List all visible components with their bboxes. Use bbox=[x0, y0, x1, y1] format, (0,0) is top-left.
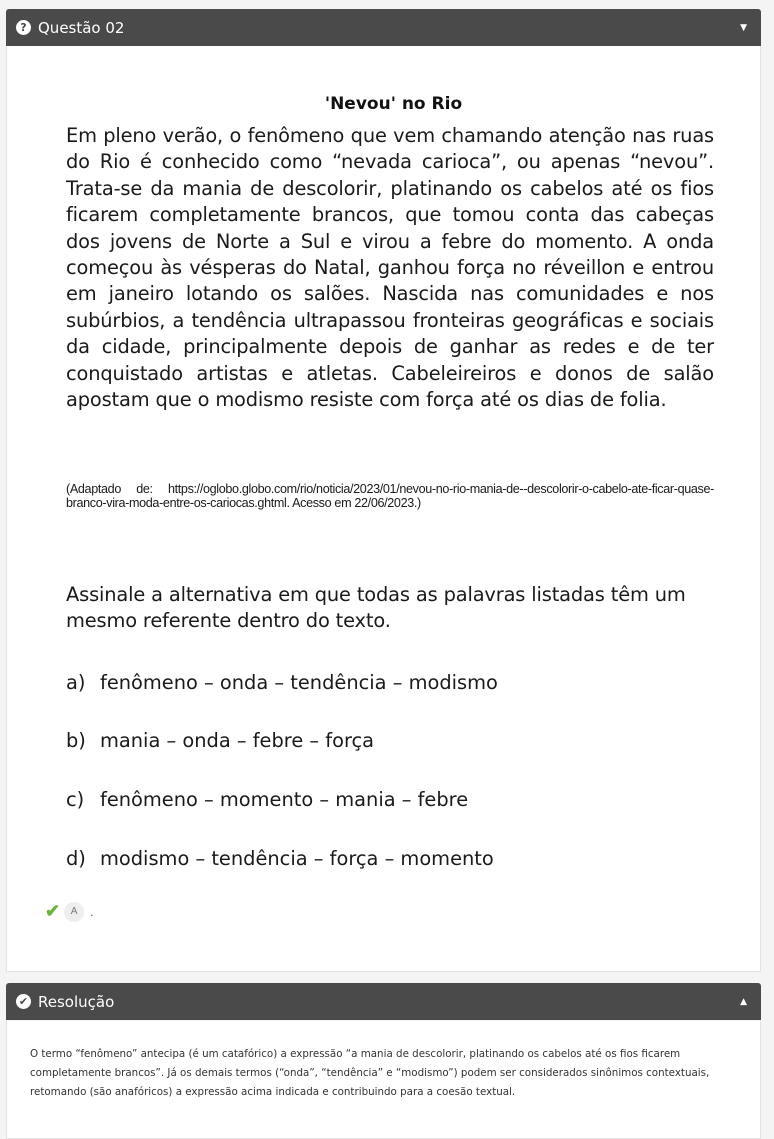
check-circle-icon: ✔ bbox=[16, 994, 31, 1009]
resolution-panel-header[interactable] bbox=[6, 983, 761, 1020]
resolution-panel-title: Resolução bbox=[38, 992, 115, 1011]
option-c bbox=[66, 787, 716, 813]
question-panel-header[interactable] bbox=[6, 9, 761, 46]
check-icon: ✔ bbox=[45, 901, 61, 921]
option-text: fenômeno – momento – mania – febre bbox=[100, 788, 469, 811]
question-panel-body bbox=[6, 46, 761, 972]
caret-up-icon[interactable]: ▲ bbox=[740, 996, 747, 1007]
question-prompt: Assinale a alternativa em que todas as palavras listadas têm um mesmo referente dentro do texto. bbox=[66, 583, 686, 633]
article-title: 'Nevou' no Rio bbox=[324, 94, 463, 114]
answer-row bbox=[45, 901, 93, 922]
option-letter: a) bbox=[66, 671, 86, 694]
option-d bbox=[66, 846, 716, 872]
option-text: modismo – tendência – força – momento bbox=[100, 847, 494, 870]
option-letter: c) bbox=[66, 788, 85, 811]
caret-down-icon[interactable]: ▼ bbox=[740, 22, 747, 33]
option-text: mania – onda – febre – força bbox=[100, 729, 375, 752]
article-source: (Adaptado de: https://oglobo.globo.com/rio/noticia/2023/01/nevou-no-rio-mania-de--descolorir-o-cabelo-ate-ficar-quase-branco-vira-moda-entre-os-cariocas.ghtml. Acesso em 22/06/2023.) bbox=[66, 482, 714, 510]
option-text: fenômeno – onda – tendência – modismo bbox=[100, 671, 498, 694]
option-letter: b) bbox=[66, 729, 86, 752]
question-circle-icon: ? bbox=[16, 20, 31, 35]
answer-suffix: . bbox=[90, 904, 94, 919]
article-body: Em pleno verão, o fenômeno que vem chamando atenção nas ruas do Rio é conhecido como “nevada carioca”, ou apenas “nevou”. Trata-se da mania de descolorir, platinando os cabelos até os fios ficarem completamente brancos, que tomou conta das cabeças dos jovens de Norte a Sul e virou a febre do momento. A onda começou às vésperas do Natal, ganhou força no réveillon e entrou em janeiro lotando os salões. Nascida nas comunidades e nos subúrbios, a tendência ultrapassou fronteiras geográficas e sociais da cidade, principalmente depois de ganhar as redes e de ter conquistado artistas e atletas. Cabeleireiros e donos de salão apostam que o modismo resiste com força até os dias de folia. bbox=[66, 124, 714, 412]
option-a bbox=[66, 670, 716, 696]
resolution-text: O termo “fenômeno” antecipa (é um catafórico) a expressão “a mania de descolorir, platinando os cabelos até os fios ficarem completamente brancos”. Já os demais termos (“onda”, “tendência” e “modismo”) podem ser considerados sinônimos contextuais, retomando (são anafóricos) a expressão acima indicada e contribuindo para a coesão textual. bbox=[30, 1048, 710, 1098]
resolution-panel-body bbox=[6, 1021, 761, 1139]
option-b bbox=[66, 728, 716, 754]
option-letter: d) bbox=[66, 847, 86, 870]
answer-badge: A bbox=[64, 902, 84, 922]
question-panel-title: Questão 02 bbox=[38, 18, 125, 37]
